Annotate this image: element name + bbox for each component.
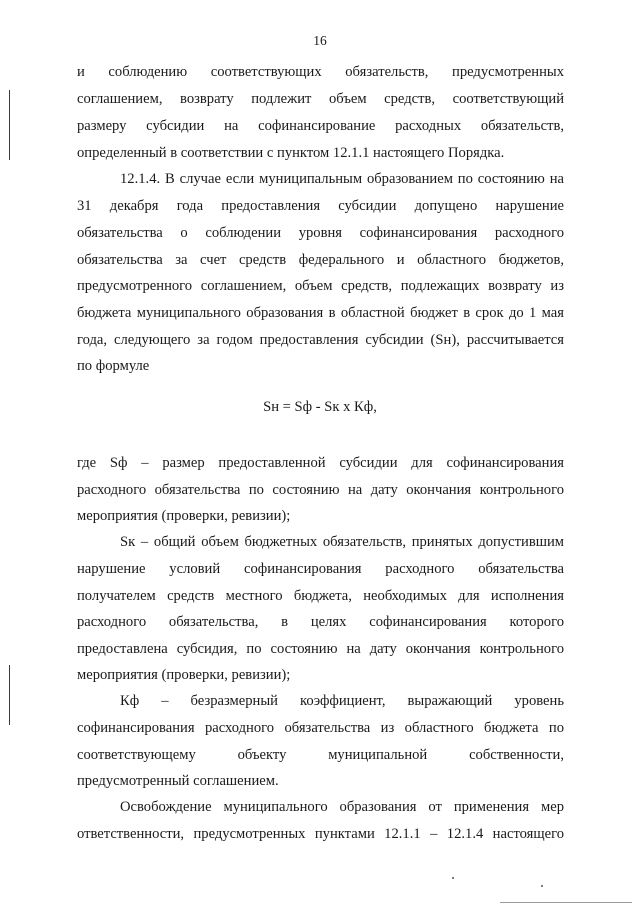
text-line: обязательства за счет средств федерального и областного бюджетов,: [77, 252, 564, 268]
text-line: бюджета муниципального образования в областной бюджет в срок до 1 мая: [77, 305, 564, 321]
text-line: соглашением, возврату подлежит объем средств, соответствующий: [77, 91, 564, 107]
text-line: 31 декабря года предоставления субсидии допущено нарушение: [77, 198, 564, 214]
page-number: 16: [313, 33, 327, 48]
text-line: получателем средств местного бюджета, необходимых для исполнения: [77, 588, 564, 604]
text-line: где Sф – размер предоставленной субсидии для софинансирования: [77, 455, 564, 471]
text-line: размеру субсидии на софинансирование расходных обязательств,: [77, 118, 564, 134]
text-line: ответственности, предусмотренных пунктами 12.1.1 – 12.1.4 настоящего: [77, 826, 564, 842]
text-line: и соблюдению соответствующих обязательств, предусмотренных: [77, 64, 564, 80]
scan-speck: [452, 877, 454, 879]
text-line: предусмотренный соглашением.: [77, 773, 279, 789]
text-line: мероприятия (проверки, ревизии);: [77, 667, 291, 683]
scan-speck: [541, 885, 543, 887]
scan-margin-mark: [9, 90, 10, 160]
text-line: предоставлена субсидия, по состоянию на дату окончания контрольного: [77, 641, 564, 657]
text-line: Sк – общий объем бюджетных обязательств, принятых допустившим: [120, 534, 564, 550]
text-line: 12.1.4. В случае если муниципальным образованием по состоянию на: [120, 171, 564, 187]
scan-margin-mark: [9, 665, 10, 725]
text-line: соответствующему объекту муниципальной собственности,: [77, 747, 564, 763]
text-line: мероприятия (проверки, ревизии);: [77, 508, 291, 524]
text-line: Кф – безразмерный коэффициент, выражающий уровень: [120, 693, 564, 709]
text-line: года, следующего за годом предоставления субсидии (Sн), рассчитывается: [77, 332, 564, 348]
text-line: предусмотренного соглашением, объем средств, подлежащих возврату из: [77, 278, 564, 294]
text-line: Освобождение муниципального образования от применения мер: [120, 799, 564, 815]
text-line: расходного обязательства по состоянию на дату окончания контрольного: [77, 482, 564, 498]
text-line: софинансирования расходного обязательства из областного бюджета по: [77, 720, 564, 736]
text-line: расходного обязательства, в целях софинансирования которого: [77, 614, 564, 630]
text-line: обязательства о соблюдении уровня софинансирования расходного: [77, 225, 564, 241]
scan-edge-line: [500, 902, 632, 903]
text-line: по формуле: [77, 358, 150, 374]
text-line: нарушение условий софинансирования расходного обязательства: [77, 561, 564, 577]
formula: Sн = Sф - Sк х Кф,: [263, 399, 377, 415]
text-line: определенный в соответствии с пунктом 12.1.1 настоящего Порядка.: [77, 145, 505, 161]
